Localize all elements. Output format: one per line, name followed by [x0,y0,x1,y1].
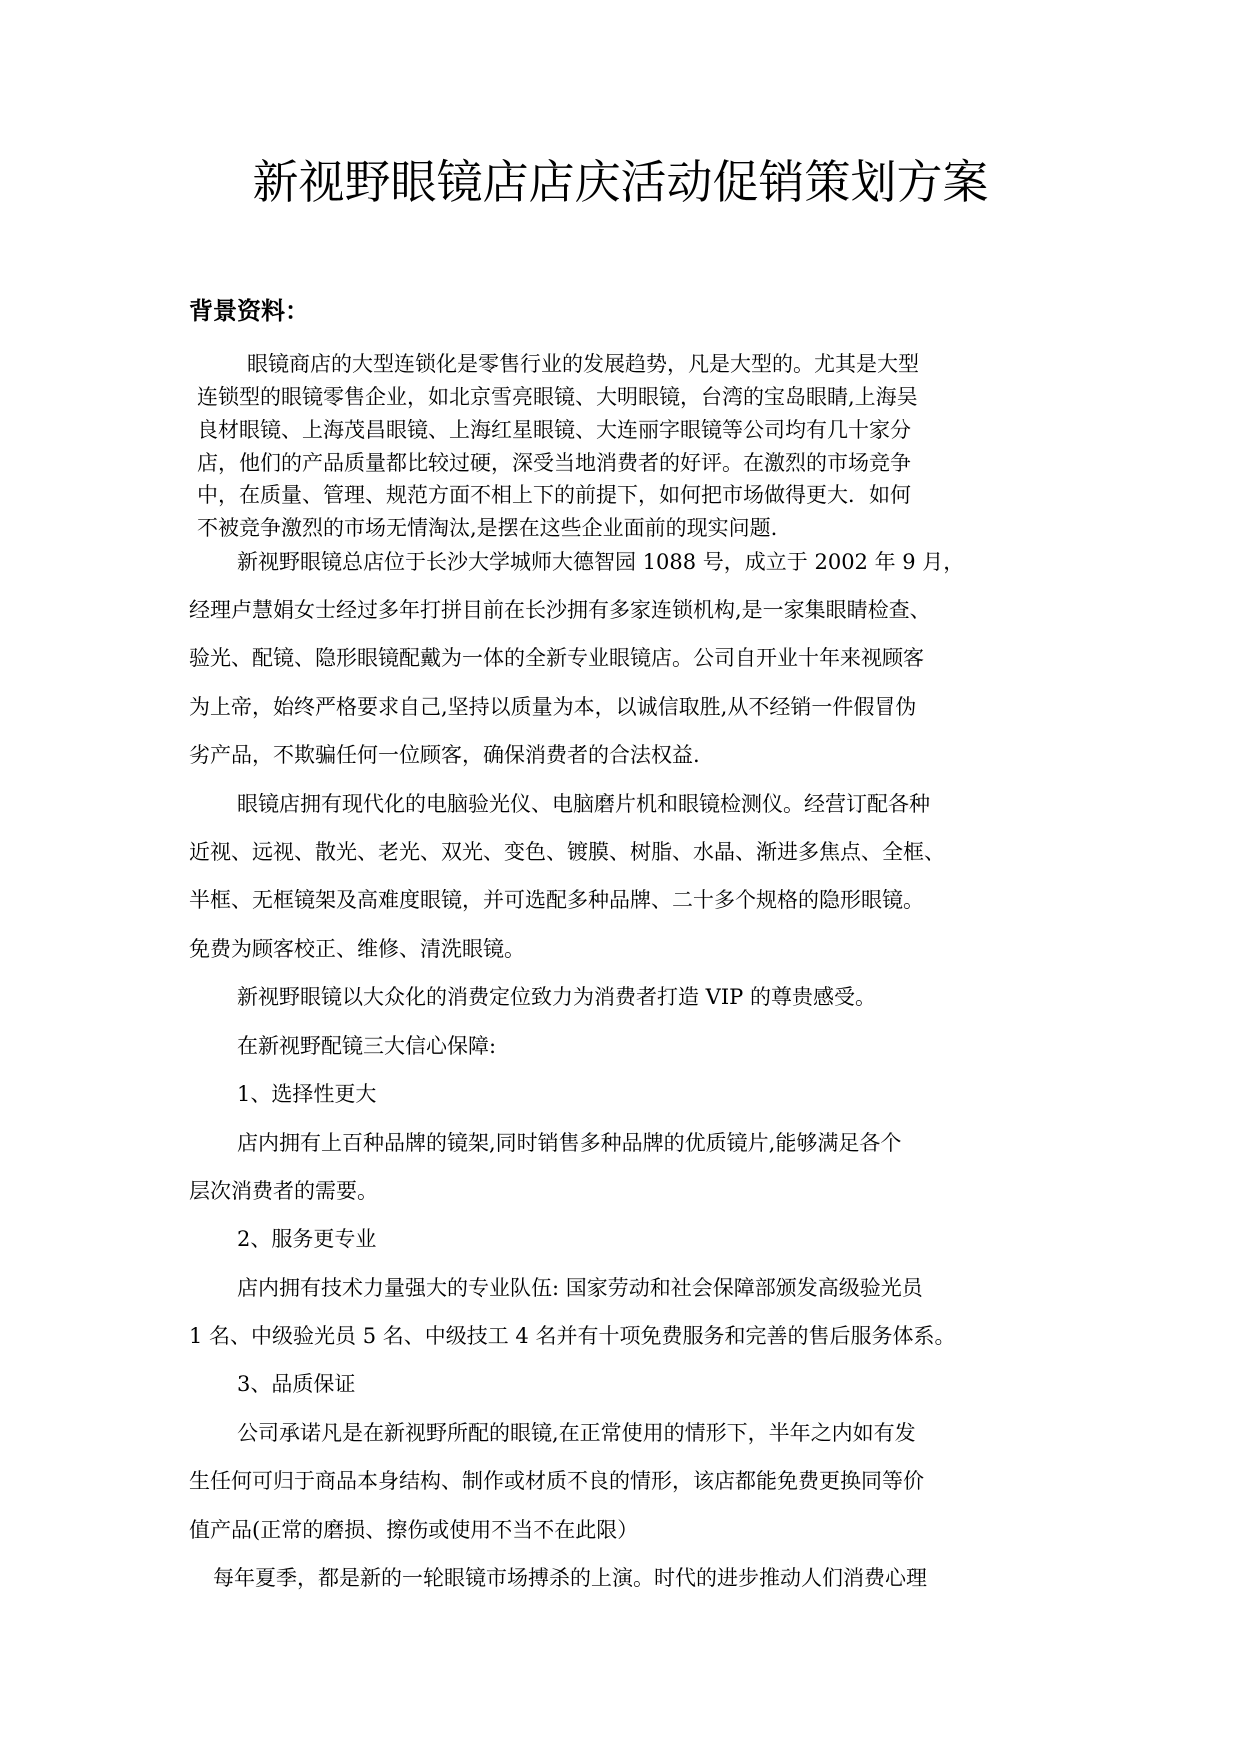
list-heading-2: 2、服务更专业 [237,1227,377,1251]
paragraph-line: 连锁型的眼镜零售企业，如北京雪亮眼镜、大明眼镜，台湾的宝岛眼睛,上海吴 [197,385,918,409]
paragraph-line: 值产品(正常的磨损、擦伤或使用不当不在此限） [189,1518,639,1542]
paragraph-line: 验光、配镜、隐形眼镜配戴为一体的全新专业眼镜店。公司自开业十年来视顾客 [189,646,924,670]
paragraph-line: 在新视野配镜三大信心保障: [237,1034,497,1058]
paragraph-line: 中，在质量、管理、规范方面不相上下的前提下，如何把市场做得更大．如何 [197,483,911,507]
paragraph-line: 近视、远视、散光、老光、双光、变色、镀膜、树脂、水晶、渐进多焦点、全框、 [189,840,945,864]
paragraph-line: 每年夏季，都是新的一轮眼镜市场搏杀的上演。时代的进步推动人们消费心理 [213,1566,927,1590]
paragraph-line: 免费为顾客校正、维修、清洗眼镜。 [189,937,525,961]
paragraph-line: 1 名、中级验光员 5 名、中级技工 4 名并有十项免费服务和完善的售后服务体系。 [189,1324,956,1348]
paragraph-line: 新视野眼镜以大众化的消费定位致力为消费者打造 VIP 的尊贵感受。 [237,985,876,1009]
paragraph-line: 不被竞争激烈的市场无情淘汰,是摆在这些企业面前的现实问题. [197,516,778,540]
list-heading-1: 1、选择性更大 [237,1082,377,1106]
paragraph-line: 半框、无框镜架及高难度眼镜，并可选配多种品牌、二十多个规格的隐形眼镜。 [189,888,924,912]
paragraph-line: 店内拥有技术力量强大的专业队伍: 国家劳动和社会保障部颁发高级验光员 [237,1276,923,1300]
paragraph-line: 经理卢慧娟女士经过多年打拼目前在长沙拥有多家连锁机构,是一家集眼睛检查、 [189,598,931,622]
paragraph-line: 眼镜店拥有现代化的电脑验光仪、电脑磨片机和眼镜检测仪。经营订配各种 [237,792,930,816]
paragraph-line: 为上帝，始终严格要求自己,坚持以质量为本，以诚信取胜,从不经销一件假冒伪 [189,695,917,719]
paragraph-line: 眼镜商店的大型连锁化是零售行业的发展趋势，凡是大型的。尤其是大型 [247,352,919,376]
section-heading-background: 背景资料： [189,297,309,325]
paragraph-line: 层次消费者的需要。 [189,1179,378,1203]
paragraph-line: 新视野眼镜总店位于长沙大学城师大德智园 1088 号，成立于 2002 年 9 月， [237,550,965,574]
paragraph-line: 良材眼镜、上海茂昌眼镜、上海红星眼镜、大连丽字眼镜等公司均有几十家分 [197,418,911,442]
paragraph-line: 公司承诺凡是在新视野所配的眼镜,在正常使用的情形下，半年之内如有发 [237,1421,916,1445]
paragraph-line: 店内拥有上百种品牌的镜架,同时销售多种品牌的优质镜片,能够满足各个 [237,1131,902,1155]
document-title: 新视野眼镜店店庆活动促销策划方案 [252,155,989,209]
paragraph-line: 店，他们的产品质量都比较过硬，深受当地消费者的好评。在激烈的市场竞争 [197,451,911,475]
paragraph-line: 生任何可归于商品本身结构、制作或材质不良的情形，该店都能免费更换同等价 [189,1469,924,1493]
paragraph-line: 劣产品，不欺骗任何一位顾客，确保消费者的合法权益. [189,743,700,767]
list-heading-3: 3、品质保证 [237,1372,356,1396]
